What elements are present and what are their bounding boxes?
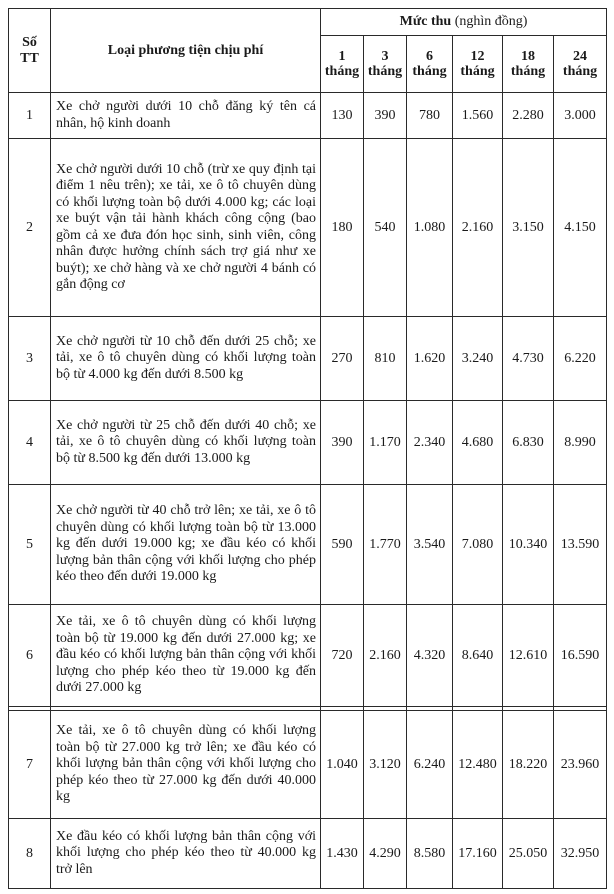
fee-cell: 4.730 bbox=[503, 317, 554, 401]
fee-cell: 12.480 bbox=[453, 711, 503, 819]
period-number: 3 bbox=[381, 49, 389, 64]
header-stt-label: Số TT bbox=[20, 34, 39, 66]
fee-cell: 12.610 bbox=[503, 605, 554, 707]
vehicle-description: Xe chở người từ 10 chỗ đến dưới 25 chỗ; xe tải, xe ô tô chuyên dùng có khối lượng toàn bộ từ 4.000 kg đến dưới 8.500 kg bbox=[51, 317, 321, 401]
vehicle-description: Xe chở người dưới 10 chỗ (trừ xe quy định tại điểm 1 nêu trên); xe tải, xe ô tô chuyên dùng có khối lượng toàn bộ dưới 4.000 kg; các loại xe buýt vận tải hành khách công cộng (bao gồm cả xe đưa đón học sinh, sinh viên, công nhân được hưởng chính sách trợ giá như xe buýt); xe chở hàng và xe chở người 4 bánh có gắn động cơ bbox=[51, 139, 321, 317]
header-vehicle-type: Loại phương tiện chịu phí bbox=[51, 9, 321, 93]
table-row bbox=[9, 317, 607, 401]
row-number: 8 bbox=[9, 819, 51, 889]
table-row bbox=[9, 485, 607, 605]
fee-cell: 4.680 bbox=[453, 401, 503, 485]
table-row bbox=[9, 401, 607, 485]
vehicle-description: Xe chở người dưới 10 chỗ đăng ký tên cá nhân, hộ kinh doanh bbox=[51, 93, 321, 139]
period-number: 1 bbox=[338, 49, 346, 64]
table-row bbox=[9, 711, 607, 819]
fee-cell: 540 bbox=[364, 139, 407, 317]
fee-cell: 1.770 bbox=[364, 485, 407, 605]
period-unit: tháng bbox=[324, 64, 360, 79]
table-row bbox=[9, 605, 607, 707]
period-number: 12 bbox=[470, 49, 485, 64]
fee-cell: 3.000 bbox=[554, 93, 607, 139]
fee-cell: 16.590 bbox=[554, 605, 607, 707]
period-unit: tháng bbox=[412, 64, 447, 79]
period-unit: tháng bbox=[562, 64, 598, 79]
fee-cell: 4.320 bbox=[407, 605, 453, 707]
fee-cell: 1.170 bbox=[364, 401, 407, 485]
header-period-24-months bbox=[554, 36, 607, 93]
fee-cell: 32.950 bbox=[554, 819, 607, 889]
fee-cell: 180 bbox=[321, 139, 364, 317]
header-fee-unit: (nghìn đồng) bbox=[454, 14, 528, 29]
fee-cell: 6.220 bbox=[554, 317, 607, 401]
fee-cell: 130 bbox=[321, 93, 364, 139]
table-row bbox=[9, 93, 607, 139]
fee-cell: 8.640 bbox=[453, 605, 503, 707]
header-period-12-months bbox=[453, 36, 503, 93]
fee-cell: 1.430 bbox=[321, 819, 364, 889]
fee-cell: 1.040 bbox=[321, 711, 364, 819]
fee-cell: 270 bbox=[321, 317, 364, 401]
fee-cell: 4.150 bbox=[554, 139, 607, 317]
fee-cell: 1.080 bbox=[407, 139, 453, 317]
header-period-1-months bbox=[321, 36, 364, 93]
fee-cell: 3.540 bbox=[407, 485, 453, 605]
row-number: 6 bbox=[9, 605, 51, 707]
period-number: 18 bbox=[521, 49, 535, 64]
row-number: 5 bbox=[9, 485, 51, 605]
fee-cell: 8.990 bbox=[554, 401, 607, 485]
header-period-6-months bbox=[407, 36, 453, 93]
fee-cell: 390 bbox=[364, 93, 407, 139]
vehicle-description: Xe tải, xe ô tô chuyên dùng có khối lượng toàn bộ từ 27.000 kg trở lên; xe đầu kéo có khối lượng bản thân cộng với khối lượng cho phép kéo theo từ 27.000 kg đến dưới 40.000 kg bbox=[51, 711, 321, 819]
header-fee-group bbox=[321, 9, 607, 36]
fee-cell: 18.220 bbox=[503, 711, 554, 819]
fee-cell: 780 bbox=[407, 93, 453, 139]
period-number: 6 bbox=[426, 49, 433, 64]
table-row bbox=[9, 139, 607, 317]
period-unit: tháng bbox=[367, 64, 403, 79]
period-number: 24 bbox=[573, 49, 588, 64]
period-unit: tháng bbox=[510, 64, 546, 79]
vehicle-description: Xe chở người từ 25 chỗ đến dưới 40 chỗ; xe tải, xe ô tô chuyên dùng có khối lượng toàn bộ từ 8.500 kg đến dưới 13.000 kg bbox=[51, 401, 321, 485]
fee-cell: 25.050 bbox=[503, 819, 554, 889]
fee-document bbox=[8, 8, 606, 889]
fee-cell: 2.340 bbox=[407, 401, 453, 485]
fee-cell: 4.290 bbox=[364, 819, 407, 889]
fee-cell: 2.280 bbox=[503, 93, 554, 139]
fee-cell: 6.830 bbox=[503, 401, 554, 485]
vehicle-description: Xe đầu kéo có khối lượng bản thân cộng với khối lượng cho phép kéo theo từ 40.000 kg trở lên bbox=[51, 819, 321, 889]
fee-cell: 17.160 bbox=[453, 819, 503, 889]
fee-cell: 1.560 bbox=[453, 93, 503, 139]
header-fee-label: Mức thu bbox=[399, 14, 452, 29]
fee-cell: 810 bbox=[364, 317, 407, 401]
fee-cell: 1.620 bbox=[407, 317, 453, 401]
fee-cell: 390 bbox=[321, 401, 364, 485]
fee-cell: 10.340 bbox=[503, 485, 554, 605]
row-number: 2 bbox=[9, 139, 51, 317]
period-unit: tháng bbox=[460, 64, 495, 79]
fee-cell: 3.240 bbox=[453, 317, 503, 401]
vehicle-description: Xe tải, xe ô tô chuyên dùng có khối lượng toàn bộ từ 19.000 kg đến dưới 27.000 kg; xe đầu kéo có khối lượng bản thân cộng với khối lượng cho phép kéo theo từ 19.000 kg đến dưới 27.000 kg bbox=[51, 605, 321, 707]
fee-cell: 2.160 bbox=[364, 605, 407, 707]
fee-cell: 7.080 bbox=[453, 485, 503, 605]
row-number: 3 bbox=[9, 317, 51, 401]
header-period-18-months bbox=[503, 36, 554, 93]
fee-cell: 6.240 bbox=[407, 711, 453, 819]
header-period-3-months bbox=[364, 36, 407, 93]
fee-cell: 13.590 bbox=[554, 485, 607, 605]
row-number: 4 bbox=[9, 401, 51, 485]
header-stt bbox=[9, 9, 51, 93]
fee-cell: 590 bbox=[321, 485, 364, 605]
fee-cell: 8.580 bbox=[407, 819, 453, 889]
row-number: 1 bbox=[9, 93, 51, 139]
fee-table bbox=[8, 8, 607, 889]
fee-cell: 720 bbox=[321, 605, 364, 707]
row-number: 7 bbox=[9, 711, 51, 819]
fee-cell: 3.150 bbox=[503, 139, 554, 317]
fee-cell: 3.120 bbox=[364, 711, 407, 819]
fee-cell: 2.160 bbox=[453, 139, 503, 317]
table-row bbox=[9, 819, 607, 889]
fee-cell: 23.960 bbox=[554, 711, 607, 819]
vehicle-description: Xe chở người từ 40 chỗ trở lên; xe tải, xe ô tô chuyên dùng có khối lượng toàn bộ từ 13.000 kg đến dưới 19.000 kg; xe đầu kéo có khối lượng bản thân cộng với khối lượng cho phép kéo theo đến dưới 19.000 kg bbox=[51, 485, 321, 605]
